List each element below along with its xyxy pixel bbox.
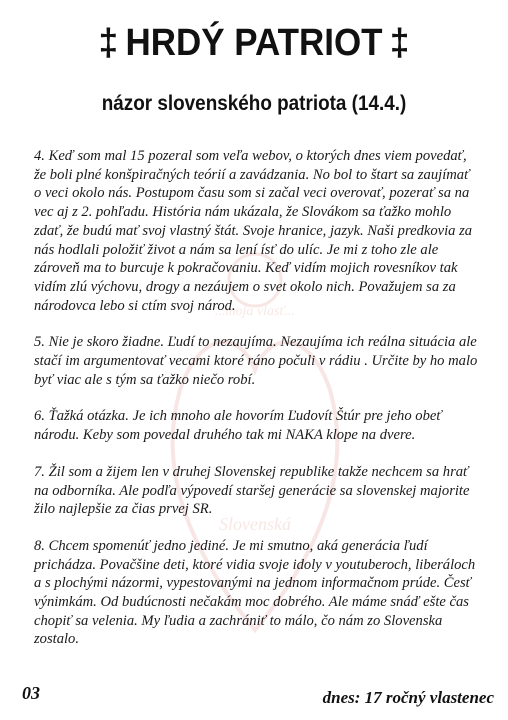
paragraph-7: 7. Žil som a žijem len v druhej Slovenskej republike takže nechcem sa hrať na odborníka. Ale podľa výpovedí staršej generácie sa slovenskej majorite žilo najlepšie za čias prvej SR. bbox=[34, 463, 470, 518]
paragraph-6: 6. Ťažká otázka. Je ich mnoho ale hovorím Ľudovít Štúr pre jeho obeť národu. Keby som povedal druhého tak mi NAKA klope na dvere. bbox=[34, 408, 442, 444]
paragraph-8: 8. Chcem spomenúť jedno jediné. Je mi smutno, aká generácia ľudí prichádza. Povačšine deti, ktoré vidia svoje idoly v youtuberoch, liberáloch a s plochými názormi, vypestovanými na jednom informačnom prúde. Česť výnimkám. Od budúcnosti nečakám moc dobrého. Ale máme snáď ešte čas chopiť sa velenia. My ľudia a zachrániť to málo, čo nám zo Slovenska zostalo. bbox=[34, 537, 476, 648]
double-dagger-icon: ‡ bbox=[389, 22, 410, 64]
double-dagger-icon: ‡ bbox=[98, 22, 119, 64]
paragraph-4: 4. Keď som mal 15 pozeral som veľa webov, o ktorých dnes viem povedať, že boli plné konšpiračných teórií a zavádzania. No bol to štart sa zaujímať o veci okolo nás. Postupom času som si začal veci overovať, pozerať sa na vec aj z 2. pohľadu. História nám ukázala, že Slovákom sa ťažko mohlo zdať, že budú mať svoj vlastný štát. Svoje hranice, jazyk. Naši predkovia za nás hodlali položiť život a nám sa lení ísť do ulíc. Je mi z toho zle ale zároveň ma to burcuje k pokračovaniu. Keď vidím mojich rovesníkov tak vidím zlú výchovu, drogy a nezáujem o svet okolo nich. Považujem sa za národovca lebo si ctím svoj národ. bbox=[34, 148, 473, 314]
paragraph-5: 5. Nie je skoro žiadne. Ľudí to nezaujíma. Nezaujíma ich reálna situácia ale stačí im argumentovať vecami ktoré ráno počuli v rádiu . Určite by ho malo byť viac ale s tým sa ťažko niečo robí. bbox=[34, 334, 478, 388]
article-body bbox=[34, 147, 479, 667]
watermark-text-top: ...moja vlasť... bbox=[214, 304, 296, 319]
page-subtitle: názor slovenského patriota (14.4.) bbox=[101, 92, 407, 115]
page-title bbox=[20, 22, 487, 65]
page-number: 03 bbox=[22, 683, 40, 703]
author-signature: dnes: 17 ročný vlastenec bbox=[322, 688, 494, 707]
watermark-text-bottom: Slovenská bbox=[219, 514, 291, 534]
title-text: HRDÝ PATRIOT bbox=[125, 22, 383, 64]
